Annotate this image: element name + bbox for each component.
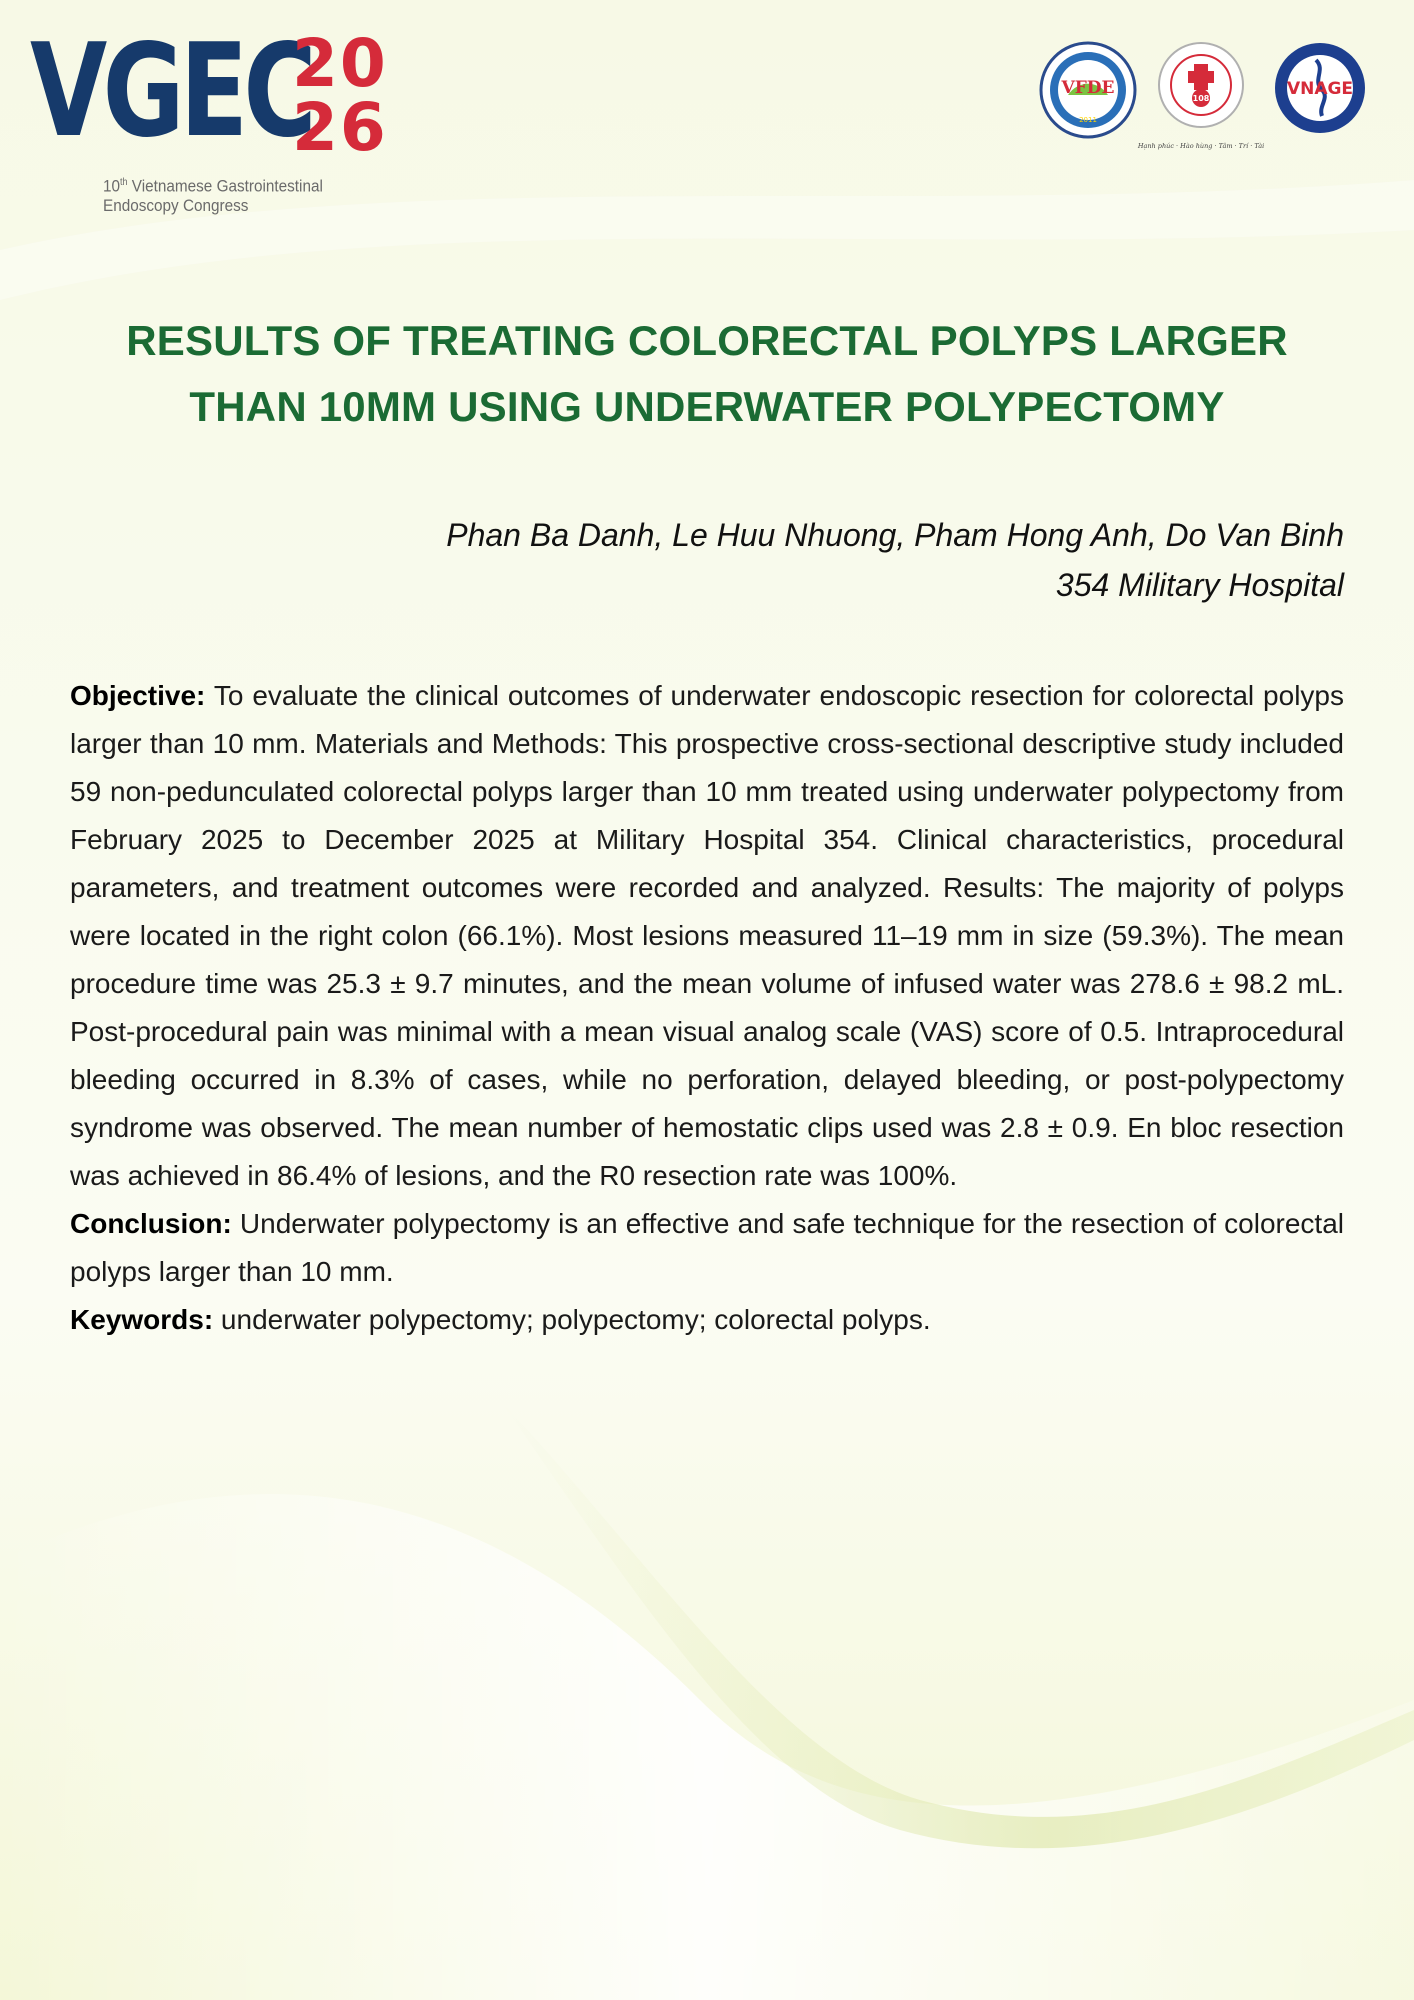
- page-title: [80, 308, 1334, 440]
- authors-block: [244, 510, 1344, 610]
- logo-year: [292, 25, 432, 166]
- vnage-logo: [1272, 40, 1368, 136]
- conclusion-paragraph: [70, 1200, 1344, 1296]
- keywords-text: underwater polypectomy; polypectomy; colorectal polyps.: [213, 1304, 931, 1335]
- logo-subtitle-line2: Endoscopy Congress: [103, 195, 249, 215]
- author-names: Phan Ba Danh, Le Huu Nhuong, Pham Hong Anh, Do Van Binh: [446, 517, 1344, 553]
- objective-text: To evaluate the clinical outcomes of underwater endoscopic resection for colorectal polyps larger than 10 mm. Materials and Methods: This prospective cross-sectional descriptive study included 59 non-pedunculated colorectal polyps larger than 10 mm treated using underwater polypectomy from February 2025 to December 2025 at Military Hospital 354. Clinical characteristics, procedural parameters, and treatment outcomes were recorded and analyzed. Results: The majority of polyps were located in the right colon (66.1%). Most lesions measured 11–19 mm in size (59.3%). The mean procedure time was 25.3 ± 9.7 minutes, and the mean volume of infused water was 278.6 ± 98.2 mL. Post-procedural pain was minimal with a mean visual analog scale (VAS) score of 0.5. Intraprocedural bleeding occurred in 8.3% of cases, while no perforation, delayed bleeding, or post-polypectomy syndrome was observed. The mean number of hemostatic clips used was 2.8 ± 0.9. En bloc resection was achieved in 86.4% of lesions, and the R0 resection rate was 100%.: [70, 680, 1344, 1191]
- hospital-108-logo: [1137, 40, 1265, 168]
- logo-year-top: 20: [292, 25, 388, 102]
- title-line-1: RESULTS OF TREATING COLORECTAL POLYPS LARGER: [126, 317, 1288, 364]
- vnage-text: VNAGE: [1286, 79, 1354, 99]
- logo-edition-suffix: th: [120, 177, 128, 188]
- hospital-108-number: 108: [1192, 94, 1210, 103]
- logo-year-bottom: 26: [292, 89, 388, 166]
- abstract-body: [70, 672, 1344, 1344]
- vfde-year: 2011: [1079, 116, 1097, 124]
- logo-letters: VGEC: [30, 17, 312, 166]
- conclusion-label: Conclusion:: [70, 1208, 232, 1239]
- keywords-paragraph: [70, 1296, 1344, 1344]
- keywords-label: Keywords:: [70, 1304, 214, 1335]
- conclusion-text: Underwater polypectomy is an effective and safe technique for the resection of colorectal polyps larger than 10 mm.: [70, 1208, 1344, 1287]
- logo-edition-number: 10: [103, 176, 121, 196]
- author-affiliation: 354 Military Hospital: [1055, 567, 1344, 603]
- objective-label: Objective:: [70, 680, 206, 711]
- title-line-2: THAN 10MM USING UNDERWATER POLYPECTOMY: [189, 383, 1225, 430]
- vgec-2026-logo: [30, 17, 410, 218]
- logo-subtitle: [103, 173, 373, 215]
- objective-paragraph: [70, 672, 1344, 1200]
- hospital-108-caption: Hạnh phúc · Hào hùng · Tâm · Trí · Tài: [1137, 142, 1265, 150]
- partner-logos: [1038, 40, 1368, 170]
- logo-subtitle-line1: Vietnamese Gastrointestinal: [131, 176, 323, 196]
- vfde-logo: [1038, 40, 1138, 140]
- vfde-text: VFDE: [1061, 78, 1115, 98]
